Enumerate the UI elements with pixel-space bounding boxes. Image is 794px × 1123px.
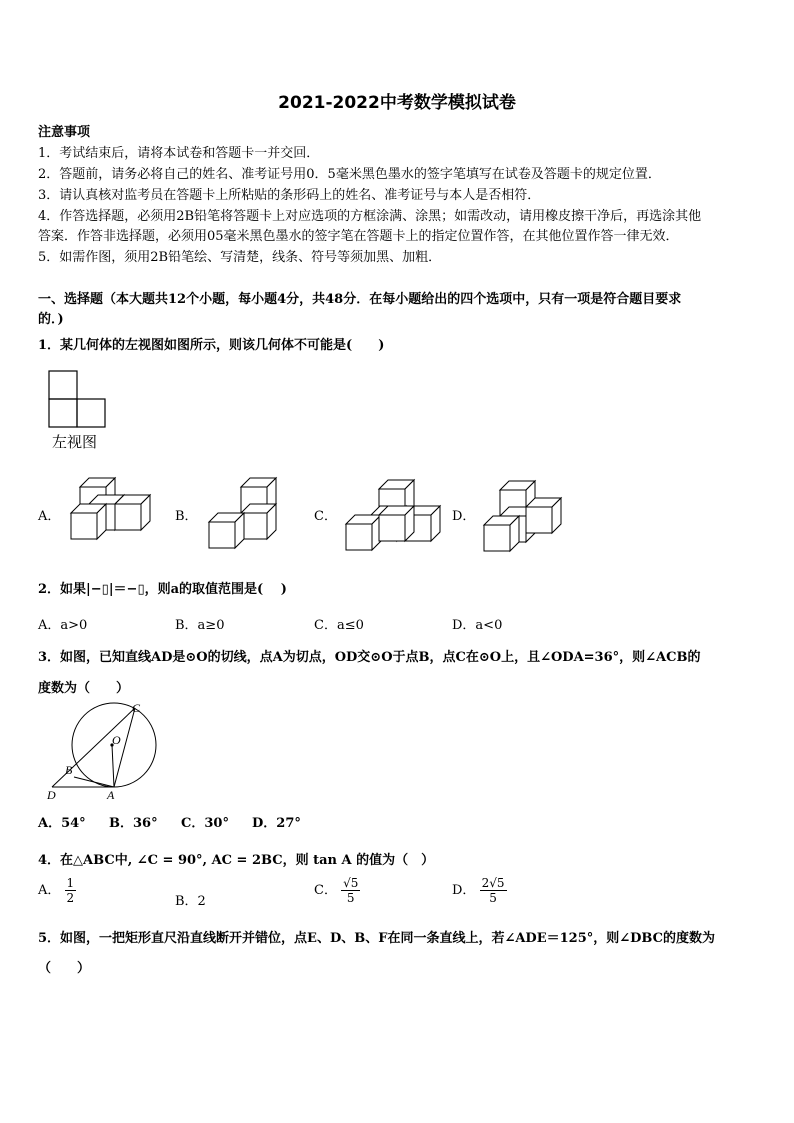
fraction-numerator: 2√5 xyxy=(481,876,505,890)
notice-item-1: 1．考试结束后，请将本试卷和答题卡一并交回． xyxy=(38,146,320,161)
q1-option-c-cubes xyxy=(343,480,443,550)
q1-option-a-label: A． xyxy=(38,509,61,524)
point-d-label: D xyxy=(47,788,56,802)
fraction-denominator: 5 xyxy=(489,891,497,905)
cube-face xyxy=(484,525,510,551)
q4-option-c-label: C． xyxy=(314,883,337,898)
cube-face xyxy=(71,513,97,539)
question-5-stem: 5．如图，一把矩形直尺沿直线断开并错位，点E、D、B、F在同一条直线上，若∠ADE＝125°，则∠DBC的度数为 xyxy=(38,931,715,946)
section-heading-cont: 的．) xyxy=(38,312,64,327)
q2-option-c: C．a≤0 xyxy=(314,618,364,633)
q1-option-d-cubes xyxy=(480,472,564,554)
page-title: 2021-2022中考数学模拟试卷 xyxy=(278,93,516,113)
q2-option-d: D．a<0 xyxy=(452,618,503,633)
q4-option-d-fraction xyxy=(480,876,507,905)
left-view-figure xyxy=(48,370,110,430)
question-4-stem: 4．在△ABC中, ∠C = 90°, AC = 2BC，则 tan A 的值为（ ） xyxy=(38,853,435,868)
q4-option-c-fraction xyxy=(341,876,360,905)
question-3-stem-cont: 度数为（ ） xyxy=(38,681,130,696)
section-heading: 一、选择题（本大题共12个小题，每小题4分，共48分．在每小题给出的四个选项中，只有一项是符合题目要求 xyxy=(38,292,682,307)
fraction-denominator: 5 xyxy=(346,891,355,905)
notice-item-3: 3．请认真核对监考员在答题卡上所粘贴的条形码上的姓名、准考证号与本人是否相符． xyxy=(38,188,541,203)
notice-item-5: 5．如需作图，须用2B铅笔绘、写清楚，线条、符号等须加黑、加粗． xyxy=(38,250,442,265)
q2-option-a: A．a>0 xyxy=(38,618,88,633)
point-o-label: O xyxy=(112,733,121,747)
notice-heading: 注意事项 xyxy=(38,125,91,140)
q3-option-c: C．30° xyxy=(181,816,229,831)
cube-face xyxy=(209,522,235,548)
q3-option-a: A．54° xyxy=(38,816,86,831)
question-5-stem-cont: （ ） xyxy=(38,961,91,976)
q4-option-a xyxy=(38,876,76,905)
fraction-numerator: √5 xyxy=(343,876,359,890)
fraction-denominator: 2 xyxy=(66,891,75,905)
question-3-stem: 3．如图，已知直线AD是⊙O的切线，点A为切点，OD交⊙O于点B，点C在⊙O上，且∠ODA=36°，则∠ACB的 xyxy=(38,650,701,665)
q4-option-b: B．2 xyxy=(175,894,206,909)
q2-option-b: B．a≥0 xyxy=(175,618,225,633)
q1-option-c-label: C． xyxy=(314,509,337,524)
q1-option-d-label: D． xyxy=(452,509,476,524)
cube-face xyxy=(115,504,141,530)
q3-option-b: B．36° xyxy=(109,816,158,831)
q1-option-a-cubes xyxy=(66,478,142,548)
fraction-numerator: 1 xyxy=(66,876,75,890)
q3-option-d: D．27° xyxy=(252,816,301,831)
q4-option-a-label: A． xyxy=(38,883,61,898)
notice-item-2: 2．答题前，请务必将自己的姓名、准考证号用0．5毫米黑色墨水的签字笔填写在试卷及答题卡的规定位置． xyxy=(38,167,661,182)
notice-item-4: 4．作答选择题，必须用2B铅笔将答题卡上对应选项的方框涂满、涂黑；如需改动，请用橡皮擦干净后，再选涂其他 xyxy=(38,209,702,224)
q4-option-d-label: D． xyxy=(452,883,476,898)
cube-face xyxy=(379,515,405,541)
q4-option-a-fraction xyxy=(65,876,77,905)
question-1-stem: 1．某几何体的左视图如图所示，则该几何体不可能是( ) xyxy=(38,338,385,353)
notice-item-4-cont: 答案．作答非选择题，必须用05毫米黑色墨水的签字笔在答题卡上的指定位置作答，在其他位置作答一律无效． xyxy=(38,229,679,244)
question-2-stem: 2．如果|−▯|＝−▯，则a的取值范围是( ) xyxy=(38,582,287,597)
cube-face xyxy=(526,507,552,533)
point-a-label: A xyxy=(107,788,115,802)
cube-face xyxy=(346,524,372,550)
q1-option-b-label: B． xyxy=(175,509,198,524)
left-view-label: 左视图 xyxy=(52,433,98,451)
q4-option-d xyxy=(452,876,507,905)
point-b-label: B xyxy=(65,763,73,777)
q1-option-b-cubes xyxy=(205,478,285,550)
point-c-label: C xyxy=(132,701,141,715)
cube-face xyxy=(241,513,267,539)
q3-circle-figure xyxy=(40,700,170,804)
q4-option-c xyxy=(314,876,360,905)
